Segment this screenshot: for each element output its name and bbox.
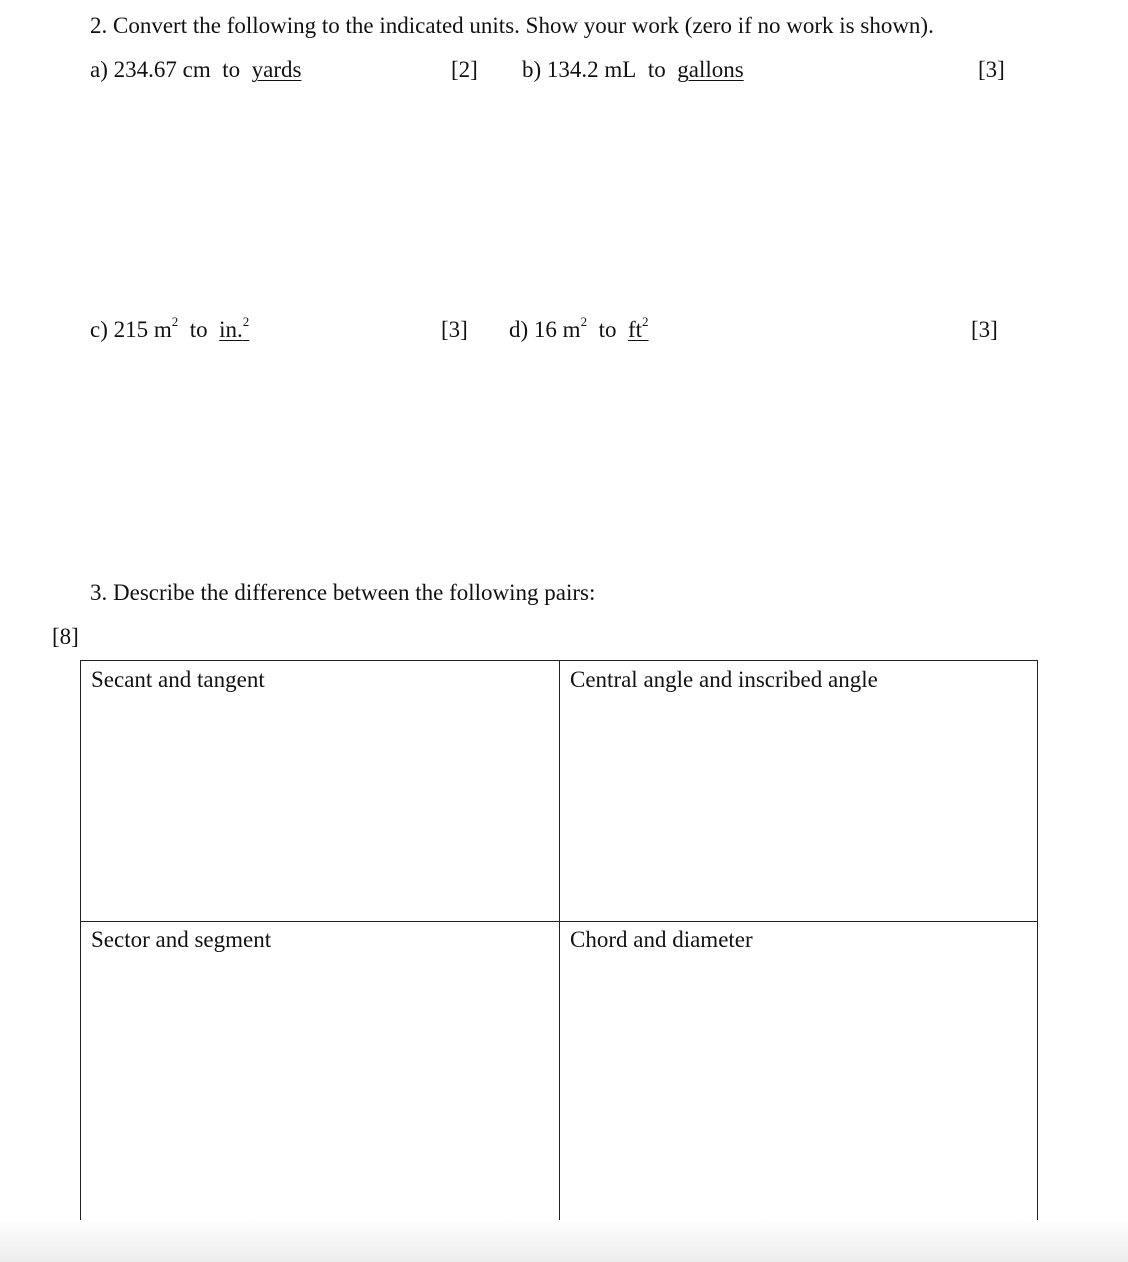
question-3-marks: [8]	[52, 624, 79, 649]
item-c	[90, 316, 249, 344]
item-c-marks: [3]	[441, 317, 468, 342]
item-c-unit: in.$^2$	[219, 314, 250, 342]
answer-cell-secant-tangent[interactable]	[81, 661, 559, 921]
question-2-heading: 2. Convert the following to the indicated units. Show your work (zero if no work is shown).	[90, 13, 934, 38]
item-b	[522, 56, 744, 84]
item-b-label: b) 134.2 mL	[522, 57, 637, 82]
item-a-unit: yards	[251, 57, 302, 82]
answer-cell-label: Central angle and inscribed angle	[570, 667, 878, 692]
page-bottom-shade	[0, 1220, 1128, 1262]
answer-cell-label: Sector and segment	[91, 927, 272, 952]
item-a	[90, 56, 301, 84]
answer-cell-label: Secant and tangent	[91, 667, 265, 692]
item-d-marks: [3]	[971, 317, 998, 342]
item-d	[509, 316, 649, 344]
item-a-to: to	[222, 57, 241, 82]
item-d-to: to	[598, 317, 617, 342]
answer-cell-sector-segment[interactable]	[81, 921, 559, 1221]
item-d-exponent: 2	[580, 314, 588, 330]
item-a-marks: [2]	[451, 57, 478, 82]
item-b-to: to	[647, 57, 666, 82]
item-d-unit: $ft^2$	[627, 314, 649, 342]
answer-cell-label: Chord and diameter	[570, 927, 753, 952]
item-c-to: to	[189, 317, 208, 342]
question-3-heading: 3. Describe the difference between the following pairs:	[90, 580, 596, 605]
item-b-marks: [3]	[978, 57, 1005, 82]
item-d-label: d) 16 m	[509, 317, 581, 342]
item-c-exponent: 2	[171, 314, 179, 330]
answer-grid	[80, 660, 1038, 1222]
answer-cell-chord-diameter[interactable]	[560, 921, 1038, 1221]
item-c-label: c) 215 m	[90, 317, 172, 342]
item-a-label: a) 234.67 cm	[90, 57, 211, 82]
item-b-unit: gallons	[677, 57, 744, 82]
answer-cell-central-inscribed[interactable]	[560, 661, 1038, 921]
